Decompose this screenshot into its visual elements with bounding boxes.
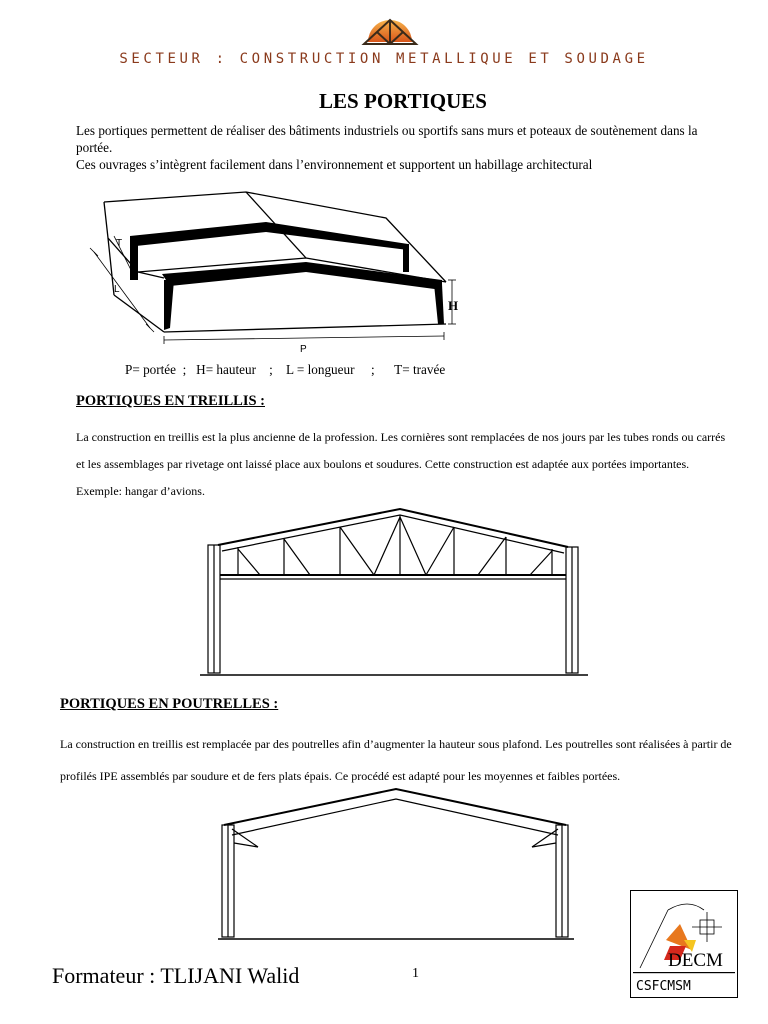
label-t: T [116,238,123,249]
decm-logo [630,890,738,998]
portal-building-diagram [86,190,476,360]
page-title: LES PORTIQUES [319,89,487,113]
intro-paragraph [76,122,716,173]
header-logo [358,2,422,48]
section-text-poutrelles: La construction en treillis est remplacée par des poutrelles afin d’augmenter la hauteur sous plafond. Les poutrelles sont réalisées à partir de profilés IPE assemblés par soudure et de fers plats épais. Ce procédé est adapté pour les moyennes et faibles portées. [60,737,732,783]
label-l: L [114,284,120,295]
section-title-treillis: PORTIQUES EN TREILLIS : [76,393,265,409]
label-h: H [448,298,459,313]
truss-portal-diagram [198,503,590,680]
section-text-treillis: La construction en treillis est la plus ancienne de la profession. Les cornières sont remplacées de nos jours par les tubes ronds ou carrés et les assemblages par rivetage ont laissé place aux boulons et soudures. Cette construction est adaptée aux portées importantes. Exemple: hangar d’avions. [76,430,726,498]
intro-line-2: Ces ouvrages s’intègrent facilement dans l’environnement et supportent un habillage architectural [76,157,593,172]
footer-author: Formateur : TLIJANI Walid [52,963,300,988]
page-number: 1 [412,966,419,981]
beam-portal-diagram [218,785,574,945]
decm-logo-subtext: CSFCMSM [636,979,691,994]
intro-line-1: Les portiques permettent de réaliser des bâtiments industriels ou sportifs sans murs et poteaux de soutènement dans la portée. [76,123,698,155]
section-title-poutrelles: PORTIQUES EN POUTRELLES : [60,696,279,712]
label-p: P [300,344,307,355]
diagram-legend: P= portée ; H= hauteur ; L = longueur ; T= travée [125,362,446,377]
decm-logo-text: DECM [668,950,723,971]
sector-heading: SECTEUR : CONSTRUCTION METALLIQUE ET SOUDAGE [119,51,649,67]
